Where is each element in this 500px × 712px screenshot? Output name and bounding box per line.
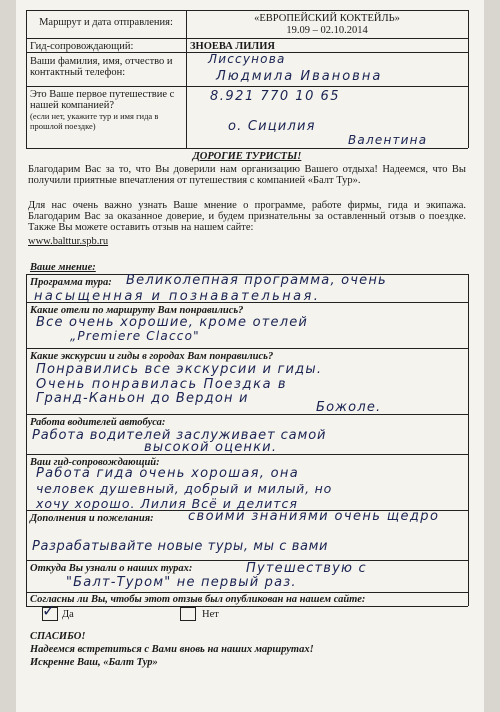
program-label: Программа тура: [30,277,112,288]
wishes-answer-2: Разрабатывайте новые туры, мы с вами [32,539,329,554]
wishes-label: Дополнения и пожелания: [30,513,154,524]
guide-answer-3: хочу хорошо. Лилия Всё и делится [36,496,298,511]
intro-paragraph-1: Благодарим Вас за то, что Вы доверили нам организацию Вашего отдыха! Надеемся, что Вы получили приятные впечатления от путешествия с компанией «Балт Тур». [28,164,466,186]
excursions-answer-3: Гранд-Каньон до Вердон и [36,391,249,406]
consent-no-label: Нет [202,609,219,620]
tour-name: «ЕВРОПЕЙСКИЙ КОКТЕЙЛЬ» [254,13,400,24]
first-trip-answer-1: о. Сицилия [228,119,316,134]
drivers-label: Работа водителей автобуса: [30,417,166,428]
guide-name: ЗНОЕВА ЛИЛИЯ [190,41,275,52]
source-answer-2: "Балт-Туром" не первый раз. [66,575,297,590]
excursions-answer-4: Божоле. [316,400,382,415]
wishes-answer-1: своими знаниями очень щедро [188,509,440,524]
drivers-answer-2: высокой оценки. [144,440,278,455]
excursions-label: Какие экскурсии и гиды в городах Вам понравились? [30,351,274,362]
guide-answer-2: человек душевный, добрый и милый, но [36,481,333,496]
closing-line-1: Надеемся встретиться с Вами вновь на наших маршрутах! [30,644,314,655]
program-answer-2: насыщенная и познавательная. [34,289,321,304]
consent-no-checkbox[interactable] [180,607,196,621]
first-trip-sub: (если нет, укажите тур и имя гида в прошлой поездке) [30,111,159,131]
opinion-heading: Ваше мнение: [30,262,96,273]
intro-heading: ДОРОГИЕ ТУРИСТЫ! [192,151,302,162]
first-trip-label: Это Ваше первое путешествие с нашей компанией? [30,89,175,111]
program-answer-1: Великолепная программа, очень [126,273,387,288]
contact-label: Ваши фамилия, имя, отчество и контактный телефон: [30,56,173,78]
source-label: Откуда Вы узнали о наших турах: [30,563,193,574]
excursions-answer-2: Очень понравилась Поездка в [36,377,288,392]
tour-dates: 19.09 – 02.10.2014 [286,25,368,36]
hotels-label: Какие отели по маршруту Вам понравились? [30,305,244,316]
guide-label: Гид-сопровождающий: [30,41,134,52]
feedback-form [16,0,484,712]
closing-line-2: Искренне Ваш, «Балт Тур» [30,657,158,668]
first-trip-answer-2: Валентина [348,133,428,147]
contact-name: Людмила Ивановна [216,69,383,84]
contact-phone: 8.921 770 10 65 [210,89,341,104]
source-answer-1: Путешествую с [246,561,367,576]
hotels-answer-1: Все очень хорошие, кроме отелей [36,315,309,330]
route-label: Маршрут и дата отправления: [39,17,173,28]
consent-yes-mark: ✓ [42,601,57,620]
drivers-answer-1: Работа водителей заслуживает самой [32,428,327,443]
closing-thanks: СПАСИБО! [30,631,86,642]
intro-paragraph-2: Для нас очень важно узнать Ваше мнение о программе, работе фирмы, гида и экипажа. Благодарим Вас за оказанное доверие, и будем признательны за оставленный отзыв о поездке. Также Вы можете оставить отзыв на нашем сайте: [28,200,466,233]
guide-opinion-label: Ваш гид-сопровождающий: [30,457,160,468]
consent-label: Согласны ли Вы, чтобы этот отзыв был опубликован на нашем сайте: [30,594,366,605]
excursions-answer-1: Понравились все экскурсии и гиды. [36,362,323,377]
guide-answer-1: Работа гида очень хорошая, она [36,466,299,481]
contact-surname: Лиссунова [208,52,286,66]
site-link[interactable]: www.balttur.spb.ru [28,236,109,247]
hotels-answer-2: „Premiere Clacco" [70,329,200,343]
consent-yes-label: Да [62,609,74,620]
